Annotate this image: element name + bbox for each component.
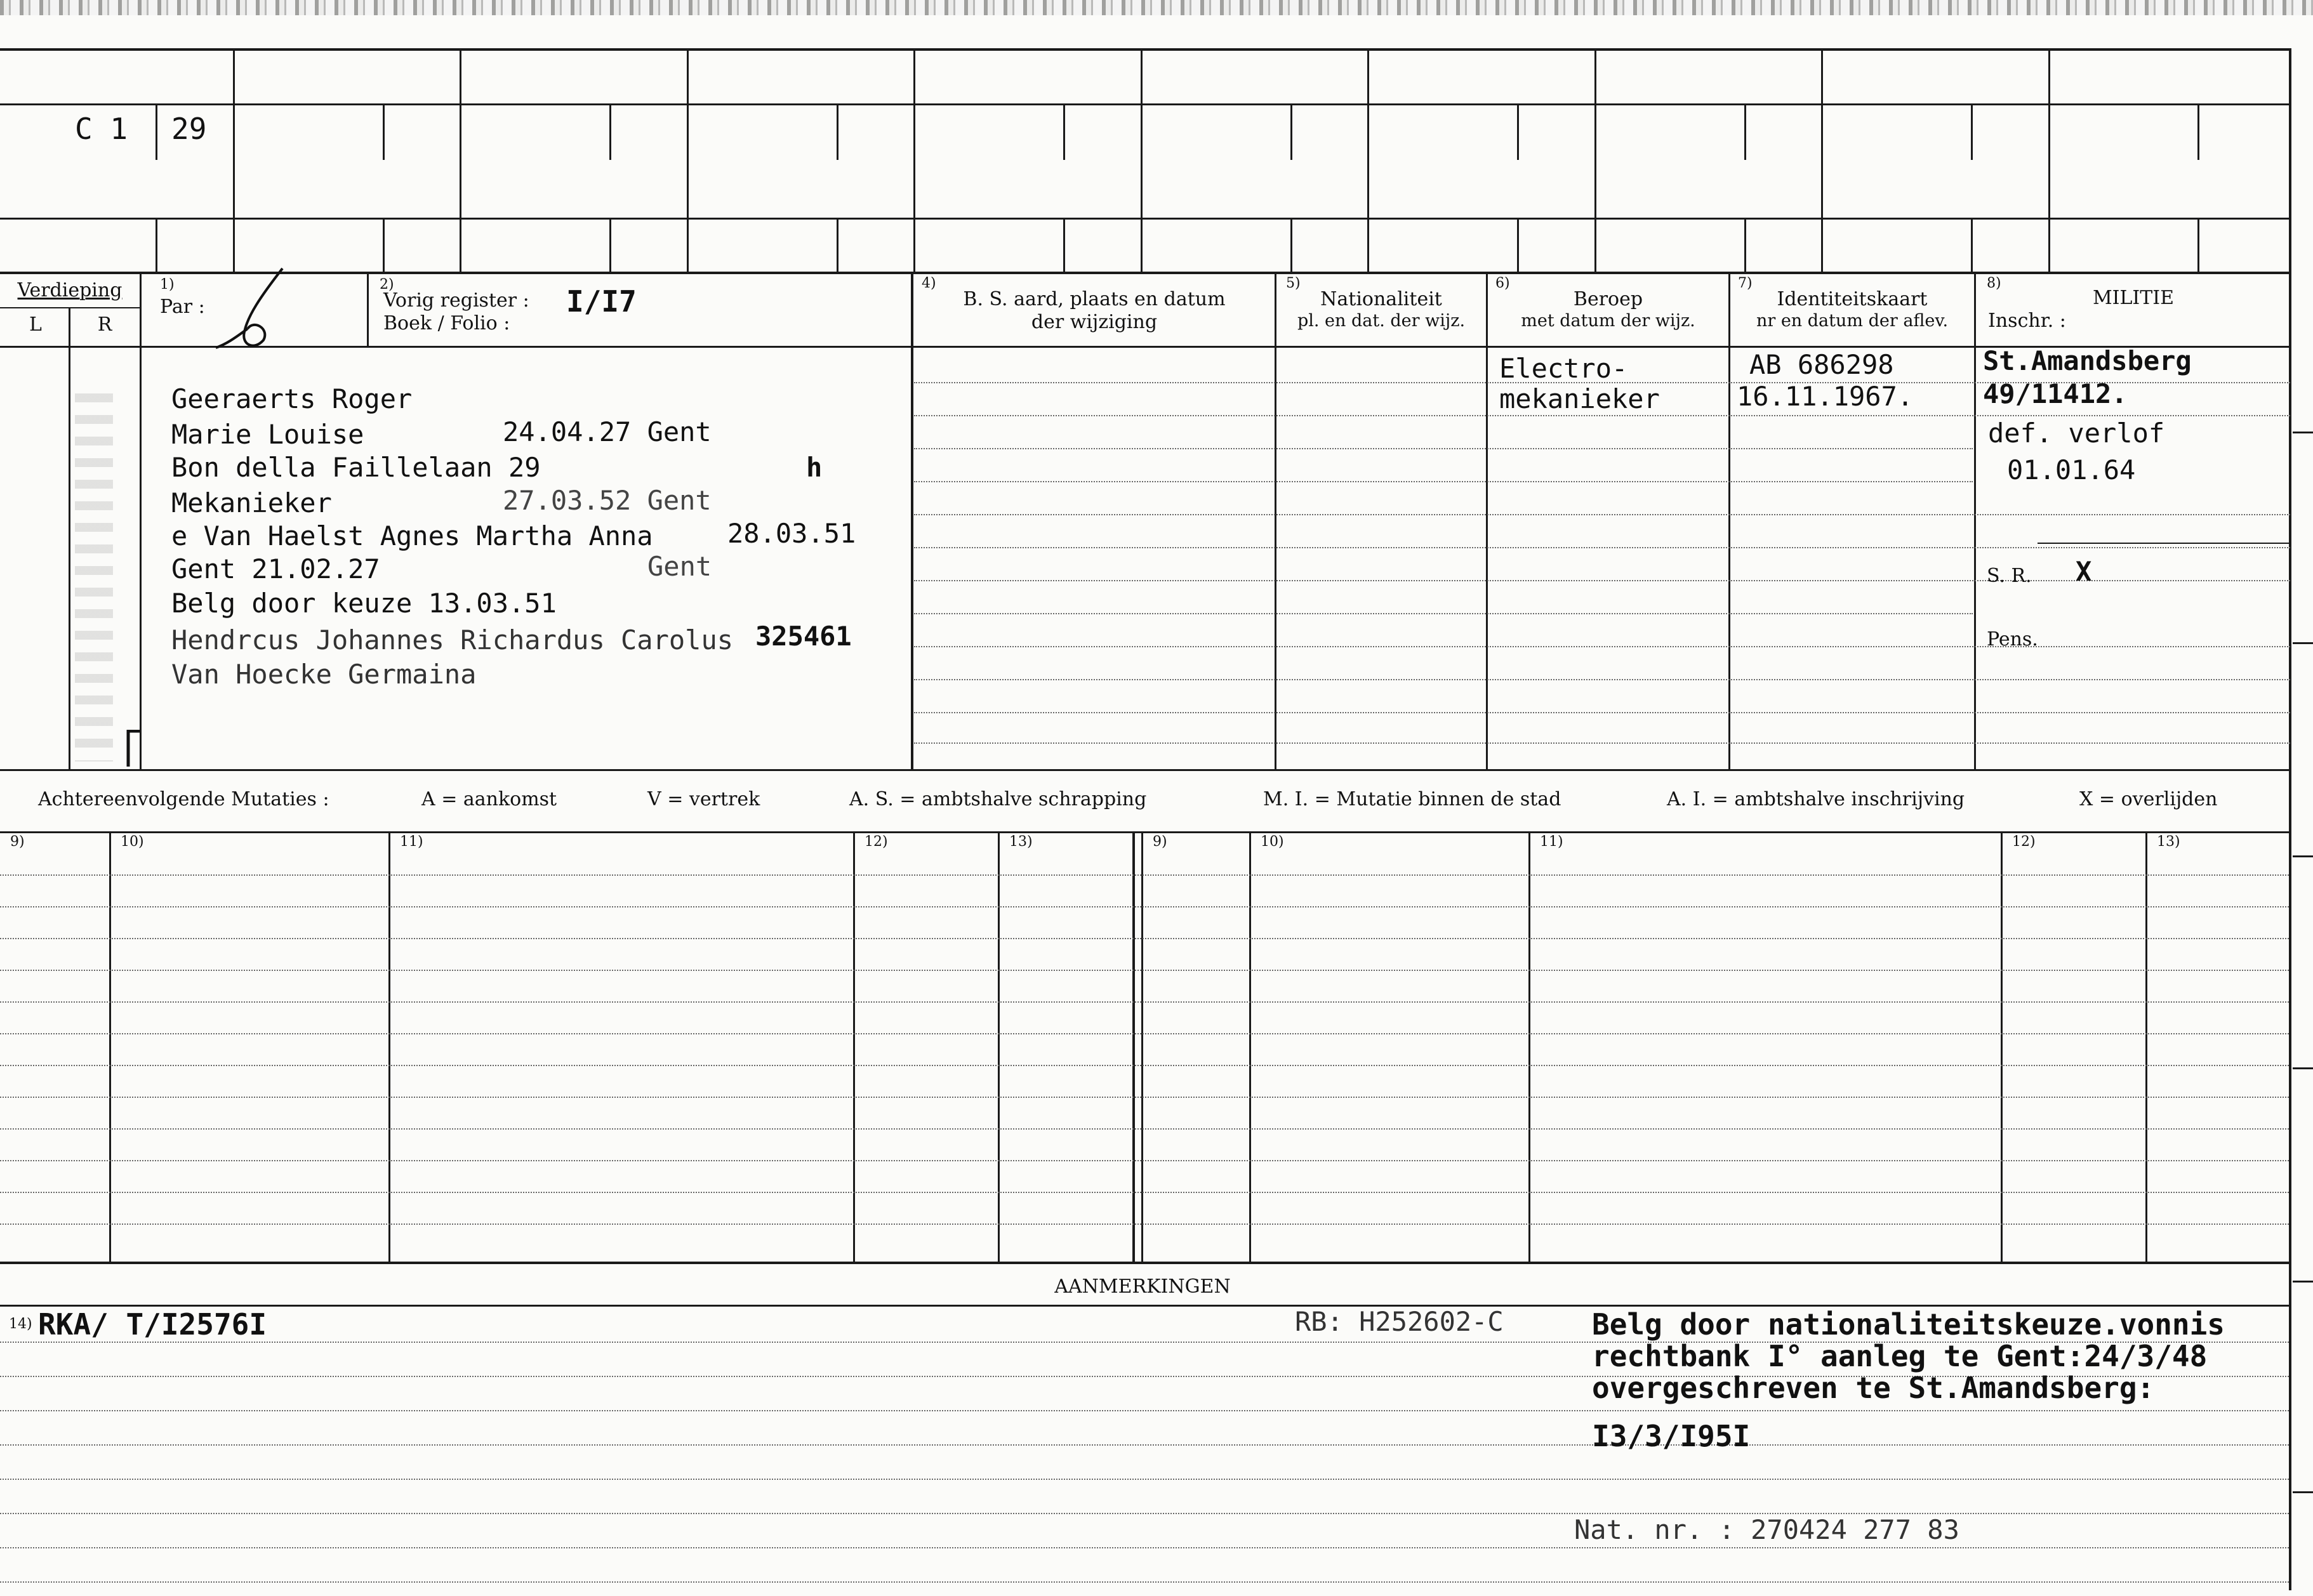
verdieping-right: R xyxy=(97,313,112,336)
id-number: 7) xyxy=(1738,275,1753,291)
beroep-value-line2: mekanieker xyxy=(1499,383,1660,414)
page-bracket-mark xyxy=(124,730,143,768)
mut-col12-right: 12) xyxy=(2012,834,2036,850)
inschr-label: Inschr. : xyxy=(1988,310,2066,332)
id-card-date: 16.11.1967. xyxy=(1737,381,1914,412)
militie-header: MILITIE xyxy=(2092,287,2175,309)
frame-right-line xyxy=(2289,48,2291,1590)
sr-value: X xyxy=(2076,556,2092,587)
person-profession: Mekanieker xyxy=(171,487,332,518)
person-first-names: Marie Louise xyxy=(171,419,364,450)
person-name: Geeraerts Roger xyxy=(171,383,413,414)
militie-leave: def. verlof xyxy=(1988,418,2165,449)
person-spouse-place: Gent xyxy=(647,551,712,582)
militie-divider xyxy=(2038,543,2291,544)
mut-col11-left: 11) xyxy=(400,834,423,850)
mut-col13-left: 13) xyxy=(1009,834,1033,850)
legend-inschrijving: A. I. = ambtshalve inschrijving xyxy=(1667,788,1965,810)
beroep-header-line2: met datum der wijz. xyxy=(1521,311,1695,331)
remarks-note-line4: I3/3/I95I xyxy=(1592,1419,1751,1453)
beroep-number: 6) xyxy=(1495,275,1510,291)
vorig-number: 2) xyxy=(380,277,394,293)
person-marriage-date: 27.03.52 Gent xyxy=(503,485,712,516)
mut-col9-right: 9) xyxy=(1153,834,1167,850)
beroep-value-line1: Electro- xyxy=(1499,353,1628,384)
pens-label: Pens. xyxy=(1987,628,2038,650)
id-header-line1: Identiteitskaart xyxy=(1777,288,1928,310)
top-grid-cell-c1: C 1 xyxy=(75,112,128,146)
torn-top-edge xyxy=(0,0,2313,15)
vorig-register-value: I/I7 xyxy=(566,284,637,319)
legend-vertrek: V = vertrek xyxy=(647,788,760,810)
remarks-number: 14) xyxy=(9,1316,32,1332)
sr-label: S. R. xyxy=(1987,565,2032,587)
par-label: Par : xyxy=(160,296,205,318)
verdieping-left: L xyxy=(29,313,42,336)
mut-col11-right: 11) xyxy=(1540,834,1563,850)
remarks-note-line3: overgeschreven te St.Amandsberg: xyxy=(1592,1371,2155,1405)
person-address-mark: h xyxy=(806,452,823,483)
militie-number: 8) xyxy=(1987,275,2001,291)
remarks-note-line2: rechtbank I° aanleg te Gent:24/3/48 xyxy=(1592,1339,2208,1373)
person-birth: 24.04.27 Gent xyxy=(503,416,712,447)
person-address: Bon della Faillelaan 29 xyxy=(171,452,541,483)
national-number: Nat. nr. : 270424 277 83 xyxy=(1574,1514,1959,1545)
boek-folio-label: Boek / Folio : xyxy=(383,312,510,334)
mut-col10-right: 10) xyxy=(1261,834,1284,850)
legend-title: Achtereenvolgende Mutaties : xyxy=(38,788,329,810)
person-other: Van Hoecke Germaina xyxy=(171,659,477,690)
legend-overlijden: X = overlijden xyxy=(2079,788,2218,810)
bs-number: 4) xyxy=(922,275,936,291)
militie-leave-date: 01.01.64 xyxy=(2007,454,2136,485)
remarks-note-line1: Belg door nationaliteitskeuze.vonnis xyxy=(1592,1307,2225,1342)
person-spouse-date: 28.03.51 xyxy=(727,518,856,549)
person-child: Hendrcus Johannes Richardus Carolus xyxy=(171,624,734,656)
person-nationality-note: Belg door keuze 13.03.51 xyxy=(171,588,557,619)
legend-mutatie: M. I. = Mutatie binnen de stad xyxy=(1263,788,1561,810)
id-header-line2: nr en datum der aflev. xyxy=(1756,311,1949,331)
par-number: 1) xyxy=(160,277,175,293)
person-spouse-birth: Gent 21.02.27 xyxy=(171,553,380,584)
legend-aankomst: A = aankomst xyxy=(421,788,557,810)
person-spouse: e Van Haelst Agnes Martha Anna xyxy=(171,520,653,551)
vorig-register-label: Vorig register : xyxy=(383,289,529,312)
person-child-number: 325461 xyxy=(755,621,852,652)
verdieping-label: Verdieping xyxy=(17,279,123,301)
floor-stamp-smudge xyxy=(75,381,113,762)
nat-header-line1: Nationaliteit xyxy=(1320,288,1442,310)
nat-number: 5) xyxy=(1286,275,1301,291)
remarks-title: AANMERKINGEN xyxy=(1054,1276,1231,1298)
nat-header-line2: pl. en dat. der wijz. xyxy=(1297,311,1466,331)
id-card-number: AB 686298 xyxy=(1749,349,1894,380)
mut-col13-right: 13) xyxy=(2157,834,2180,850)
mut-col9-left: 9) xyxy=(10,834,25,850)
beroep-header-line1: Beroep xyxy=(1573,288,1643,310)
mut-col12-left: 12) xyxy=(865,834,888,850)
top-grid-cell-29: 29 xyxy=(171,112,207,146)
legend-schrapping: A. S. = ambtshalve schrapping xyxy=(849,788,1147,810)
bs-header-line2: der wijziging xyxy=(1031,311,1158,333)
remarks-reference: RKA/ T/I2576I xyxy=(38,1307,267,1342)
bs-header-line1: B. S. aard, plaats en datum xyxy=(963,288,1226,310)
militie-number-value: 49/11412. xyxy=(1983,378,2128,409)
frame-top-line xyxy=(0,48,2291,51)
mut-col10-left: 10) xyxy=(121,834,144,850)
remarks-rb: RB: H252602-C xyxy=(1295,1306,1504,1337)
militie-place: St.Amandsberg xyxy=(1983,345,2192,376)
par-handwritten-mark xyxy=(209,265,286,354)
